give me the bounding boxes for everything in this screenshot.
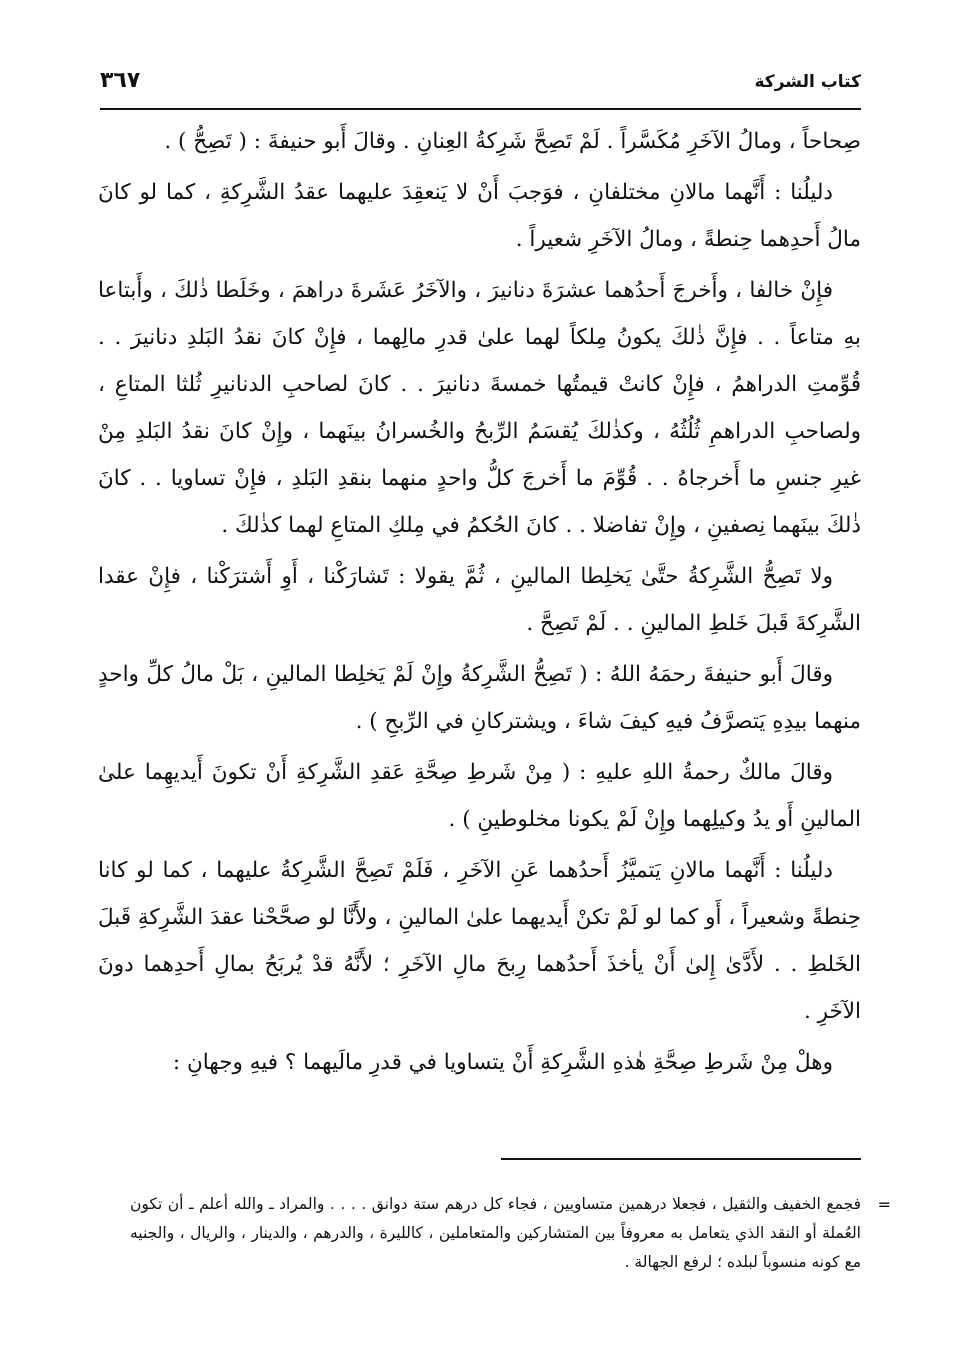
paragraph: دليلُنا : أَنَّهما مالانِ مختلفانِ ، فوَجبَ أَنْ لا يَنعقِدَ عليهما عقدُ الشَّرِكةِ ، كما لو كانَ مالُ أَحدِهما حِنطةً ، ومالُ الآخَرِ شعيراً .	[98, 180, 861, 252]
paragraph: وهلْ مِنْ شَرطِ صِحَّةِ هٰذهِ الشَّرِكةِ أَنْ يتساويا في قدرِ مالَيهما ؟ فيهِ وجهانِ :	[172, 1050, 833, 1075]
paragraph: وقالَ أَبو حنيفةَ رحمَهُ اللهُ : ( تَصِحُّ الشَّرِكةُ وإِنْ لَمْ يَخلِطا المالينِ ، بَلْ مالُ كلِّ واحدٍ منهما بيدِهِ يَتصرَّفُ فيهِ كيفَ شاءَ ، ويشتركانِ في الرِّبحِ ) .	[98, 662, 861, 734]
page-number: ٣٦٧	[100, 68, 141, 93]
footnote-text: فجمع الخفيف والثقيل ، فجعلا درهمين متساويين ، فجاء كل درهم ستة دوانق . . . . والمراد ـ والله أعلم ـ أن تكون العُملة أو النقد الذي يتعامل به معروفاً بين المتشاركين والمتعاملين ، كالليرة ، والدرهم ، والدينار ، والريال ، والجنيه مع كونه منسوباً لبلده ؛ لرفع الجهالة .	[130, 1195, 861, 1271]
paragraph: فإِنْ خالفا ، وأَخرجَ أَحدُهما عشرَةَ دنانيرَ ، والآخَرُ عَشَرةَ دراهمَ ، وخَلَطا ذٰلكَ ، وأَبتاعا بهِ متاعاً . . فإِنَّ ذٰلكَ يكونُ مِلكاً لهما علىٰ قدرِ مالِهما ، فإِنْ كانَ نقدُ البَلدِ دنانيرَ . . قُوِّمتِ الدراهمُ ، فإِنْ كانتْ قيمتُها خمسةَ دنانيرَ . . كانَ لصاحبِ الدنانيرِ ثُلثا المتاعِ ، ولصاحبِ الدراهمِ ثُلُثُهُ ، وكذٰلكَ يُقسَمُ الرِّبحُ والخُسرانُ بينَهما ، وإِنْ كانَ نقدُ البَلدِ مِنْ غيرِ جنسِ ما أَخرجاهُ . . قُوِّمَ ما أَخرجَ كلُّ واحدٍ منهما بنقدِ البَلدِ ، فإِنْ تساويا . . كانَ ذٰلكَ بينَهما نِصفينِ ، وإِنْ تفاضلا . . كانَ الحُكمُ في مِلكِ المتاعِ لهما كذٰلكَ .	[98, 278, 861, 538]
paragraph: دليلُنا : أَنَّهما مالانِ يَتميَّزُ أَحدُهما عَنِ الآخَرِ ، فَلَمْ تَصِحَّ الشَّرِكةُ عليهما ، كما لو كانا حِنطةً وشعيراً ، أَو كما لو لَمْ تكنْ أَيديهما علىٰ المالينِ ، ولأَنَّا لو صحَّحْنا عقدَ الشَّرِكةِ قَبلَ الخَلطِ . . لأَدَّىٰ إِلىٰ أَنْ يأخذَ أَحدُهما رِبحَ مالِ الآخَرِ ؛ لأَنَّهُ قدْ يُربَحُ بمالِ أَحدِهما دونَ الآخَرِ .	[98, 858, 861, 1024]
footnote	[130, 1190, 891, 1277]
paragraph: وقالَ مالكٌ رحمةُ اللهِ عليهِ : ( مِنْ شَرطِ صِحَّةِ عَقدِ الشَّرِكةِ أَنْ تكونَ أَيديهِما علىٰ المالينِ أَو يدُ وكيلِهما وإِنْ لَمْ يكونا مخلوطينِ ) .	[98, 760, 861, 832]
main-text	[98, 118, 861, 1090]
page-header	[100, 62, 861, 102]
paragraph: ولا تَصِحُّ الشَّرِكةُ حتَّىٰ يَخلِطا المالينِ ، ثُمَّ يقولا : تَشارَكْنا ، أَوِ أَشترَكْنا ، فإِنْ عقدا الشَّرِكةَ قَبلَ خَلطِ المالينِ . . لَمْ تَصِحَّ .	[98, 564, 861, 636]
header-rule	[100, 108, 861, 110]
footnote-rule	[501, 1158, 861, 1160]
running-title: كتاب الشركة	[754, 72, 861, 92]
footnote-continuation-mark: =	[877, 1195, 891, 1214]
paragraph: صِحاحاً ، ومالُ الآخَرِ مُكَسَّراً . لَمْ تَصِحَّ شَرِكةُ العِنانِ . وقالَ أَبو حنيفةَ : ( تَصِحُّ ) .	[164, 129, 861, 154]
